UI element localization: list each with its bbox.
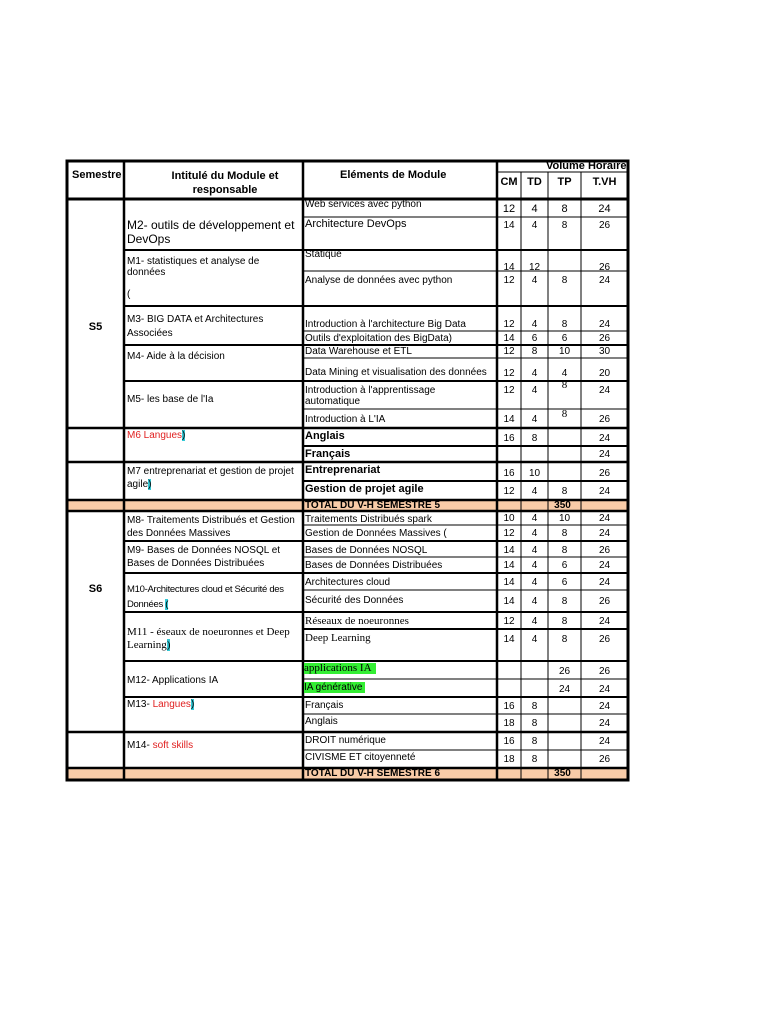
hours-r22-cm: 14 (503, 634, 515, 645)
element-traitements-spark: Traitements Distribués spark (305, 514, 432, 525)
hours-r15-td: 4 (531, 513, 538, 524)
hours-r27-cm: 16 (503, 736, 515, 747)
hours-r9-cm: 12 (503, 385, 515, 396)
hours-r9-td: 4 (531, 385, 538, 396)
hours-r19-td: 4 (531, 577, 538, 588)
element-entreprenariat: Entreprenariat (305, 464, 381, 476)
hours-r19-cm: 14 (503, 577, 515, 588)
hours-r12-tvh: 24 (598, 449, 611, 460)
module-m9: M9- Bases de Données NOSQL et Bases de Données Distribuées (127, 545, 281, 569)
hours-r22-tp: 8 (561, 634, 568, 645)
hours-r22-tvh: 26 (598, 634, 611, 645)
hours-r28-cm: 18 (503, 754, 515, 765)
hours-r8-td: 4 (531, 368, 538, 379)
hours-r15-tp: 10 (558, 513, 571, 524)
hours-r6-cm: 14 (503, 333, 515, 344)
element-gestion-donnees-massives: Gestion de Données Massives ( (305, 528, 447, 539)
element-ia-generative: IA générative (304, 682, 365, 693)
element-architecture-devops: Architecture DevOps (305, 218, 407, 230)
hours-r10-tvh: 26 (598, 414, 611, 425)
element-anglais-s5: Anglais (305, 430, 345, 442)
module-m6-label: M6 Langues (127, 430, 183, 441)
hours-r14-cm: 12 (503, 486, 515, 497)
hours-r4-cm: 12 (503, 275, 515, 286)
hours-r13-td: 10 (528, 468, 541, 479)
element-intro-ia: Introduction à L'IA (305, 414, 386, 425)
module-m13-label: Langues (152, 699, 191, 710)
hours-r18-td: 4 (531, 560, 538, 571)
hours-r7-td: 8 (531, 346, 538, 357)
hours-r10-tp: 8 (561, 408, 568, 420)
hours-r26-cm: 18 (503, 718, 515, 729)
module-m8: M8- Traitements Distribués et Gestion des Données Massives (127, 515, 295, 539)
hours-r28-tvh: 26 (598, 754, 611, 765)
module-m11 (127, 626, 303, 652)
hours-r2-cm: 14 (503, 220, 515, 231)
hours-r5-cm: 12 (503, 319, 515, 330)
module-m3: M3- BIG DATA et Architectures Associées (127, 314, 264, 339)
hours-r17-cm: 14 (503, 545, 515, 556)
module-m1: M1- statistiques et analyse de données (127, 256, 260, 278)
hours-r24-tvh: 24 (598, 684, 611, 695)
hours-r13-cm: 16 (503, 468, 515, 479)
element-outils-bigdata: Outils d'exploitation des BigData) (305, 333, 452, 344)
module-m13 (127, 699, 194, 710)
hours-r21-td: 4 (531, 616, 538, 627)
hours-r19-tp: 6 (561, 577, 568, 588)
hours-r7-cm: 12 (503, 346, 515, 357)
element-securite-donnees: Sécurité des Données (305, 595, 404, 606)
hours-r14-tp: 8 (561, 486, 568, 497)
hours-r20-tp: 8 (561, 596, 568, 607)
header-tp: TP (557, 176, 572, 188)
hours-r16-cm: 12 (503, 528, 515, 539)
hours-r20-tvh: 26 (598, 596, 611, 607)
hours-r26-td: 8 (531, 718, 538, 729)
element-architectures-cloud: Architectures cloud (305, 577, 391, 588)
total-label-s5: TOTAL DU V-H SEMESTRE 5 (305, 500, 441, 511)
hours-r23-tvh: 26 (598, 666, 611, 677)
hours-r4-tvh: 24 (598, 275, 611, 286)
hours-r4-tp: 8 (561, 275, 568, 286)
element-intro-big-data: Introduction à l'architecture Big Data (305, 319, 466, 330)
module-m11-label: M11 - éseaux de noeuronnes et Deep Learning (127, 626, 290, 651)
header-tvh: T.VH (592, 176, 617, 188)
hours-r3-cm: 14 (503, 262, 515, 273)
module-m14-label: soft skills (152, 740, 194, 751)
element-droit-numerique: DROIT numérique (305, 735, 386, 746)
element-reseaux-neurones: Réseaux de noeuronnes (305, 615, 409, 627)
hours-r10-td: 4 (531, 414, 538, 425)
hours-r8-tp: 4 (561, 368, 568, 379)
hours-r7-tp: 10 (558, 346, 571, 357)
hours-r2-tp: 8 (561, 220, 568, 231)
header-semestre: Semestre (72, 169, 122, 181)
module-m12: M12- Applications IA (127, 675, 219, 686)
hours-r7-tvh: 30 (598, 346, 611, 357)
hours-r19-tvh: 24 (598, 577, 611, 588)
hours-r17-tvh: 26 (598, 545, 611, 556)
hours-r18-tp: 6 (561, 560, 568, 571)
element-statique: Statique (305, 249, 342, 260)
element-gestion-projet: Gestion de projet agile (305, 483, 424, 495)
header-intitule: Intitulé du Module et responsable (171, 170, 279, 196)
hours-r22-td: 4 (531, 634, 538, 645)
hours-r14-tvh: 24 (598, 486, 611, 497)
element-web-services: Web services avec python (305, 199, 422, 210)
hours-r1-cm: 12 (502, 203, 516, 215)
hours-r21-tvh: 24 (598, 616, 611, 627)
hours-r2-tvh: 26 (598, 220, 611, 231)
hours-r14-td: 4 (531, 486, 538, 497)
hours-r8-tvh: 20 (598, 368, 611, 379)
hours-r25-cm: 16 (503, 701, 515, 712)
module-m13-paren: ) (190, 699, 195, 710)
hours-r6-tvh: 26 (598, 333, 611, 344)
hours-r8-cm: 12 (503, 368, 515, 379)
module-m10 (127, 582, 303, 612)
hours-r1-td: 4 (531, 203, 538, 215)
hours-r5-tp: 8 (561, 319, 568, 330)
hours-r9-tvh: 24 (598, 385, 611, 396)
hours-r24-tp: 24 (558, 684, 571, 695)
hours-r15-tvh: 24 (598, 513, 611, 524)
total-value-s6: 350 (554, 768, 571, 779)
header-elements: Eléments de Module (340, 169, 447, 181)
hours-r20-td: 4 (531, 596, 538, 607)
module-m10-paren: ( (165, 599, 169, 610)
module-m7 (127, 465, 303, 491)
hours-r16-tp: 8 (561, 528, 568, 539)
hours-r16-td: 4 (531, 528, 538, 539)
module-m1-paren: ( (127, 289, 131, 300)
element-francais-s6: Français (305, 700, 344, 711)
header-cm: CM (500, 176, 518, 188)
element-intro-apprentissage: Introduction à l'apprentissage automatique (305, 385, 436, 407)
element-bd-distribuees: Bases de Données Distribuées (305, 560, 443, 571)
hours-r6-td: 6 (531, 333, 538, 344)
hours-r1-tvh: 24 (598, 203, 611, 215)
hours-r27-td: 8 (531, 736, 538, 747)
hours-r26-tvh: 24 (598, 718, 611, 729)
hours-r20-cm: 14 (503, 596, 515, 607)
total-label-s6: TOTAL DU V-H SEMESTRE 6 (305, 768, 441, 779)
header-volume: Volume Horaire (546, 160, 627, 172)
hours-r1-tp: 8 (561, 203, 568, 215)
hours-r11-tvh: 24 (598, 433, 611, 444)
hours-r15-cm: 10 (503, 513, 515, 524)
hours-r3-tvh: 26 (598, 262, 611, 273)
module-m5: M5- les base de l'Ia (127, 394, 214, 405)
hours-r5-td: 4 (531, 319, 538, 330)
hours-r17-tp: 8 (561, 545, 568, 556)
module-m2: M2- outils de développement et DevOps (127, 218, 295, 246)
module-m7-paren: ) (148, 479, 152, 490)
module-m6 (127, 430, 185, 441)
hours-r4-td: 4 (531, 275, 538, 286)
module-m7-label: M7 entreprenariat et gestion de projet agile (127, 466, 294, 490)
module-m6-paren: ) (182, 430, 186, 441)
element-francais-s5: Français (305, 448, 351, 460)
hours-r9-tp: 8 (561, 379, 568, 391)
module-m10-label: M10-Architectures cloud et Sécurité des Données (127, 584, 284, 610)
module-m4: M4- Aide à la décision (127, 351, 225, 362)
hours-r18-cm: 14 (503, 560, 515, 571)
hours-r11-td: 8 (531, 433, 538, 444)
hours-r5-tvh: 24 (598, 319, 611, 330)
hours-r23-tp: 26 (558, 666, 571, 677)
hours-r28-td: 8 (531, 754, 538, 765)
hours-r25-td: 8 (531, 701, 538, 712)
hours-r21-cm: 12 (503, 616, 515, 627)
hours-r25-tvh: 24 (598, 701, 611, 712)
hours-r18-tvh: 24 (598, 560, 611, 571)
element-bd-nosql: Bases de Données NOSQL (305, 545, 428, 556)
hours-r16-tvh: 24 (598, 528, 611, 539)
total-value-s5: 350 (554, 500, 571, 511)
module-m11-paren: ) (166, 639, 171, 651)
hours-r10-cm: 14 (503, 414, 515, 425)
hours-r2-td: 4 (531, 220, 538, 231)
hours-r13-tvh: 26 (598, 468, 611, 479)
hours-r17-td: 4 (531, 545, 538, 556)
element-data-warehouse: Data Warehouse et ETL (305, 346, 412, 357)
module-m14-prefix: M14- (127, 740, 153, 751)
hours-r3-td: 12 (528, 262, 541, 273)
semester-s6: S6 (88, 583, 103, 595)
element-data-mining: Data Mining et visualisation des données (305, 367, 487, 378)
element-civisme: CIVISME ET citoyenneté (305, 752, 416, 763)
hours-r11-cm: 16 (503, 433, 515, 444)
element-anglais-s6: Anglais (305, 716, 338, 727)
element-analyse-python: Analyse de données avec python (305, 275, 453, 286)
module-m14 (127, 740, 193, 751)
hours-r21-tp: 8 (561, 616, 568, 627)
element-applications-ia: applications IA (304, 663, 376, 674)
header-td: TD (527, 176, 542, 188)
hours-r27-tvh: 24 (598, 736, 611, 747)
semester-s5: S5 (88, 321, 103, 333)
module-m13-prefix: M13- (127, 699, 153, 710)
hours-r6-tp: 6 (561, 333, 568, 344)
element-deep-learning: Deep Learning (305, 632, 371, 644)
